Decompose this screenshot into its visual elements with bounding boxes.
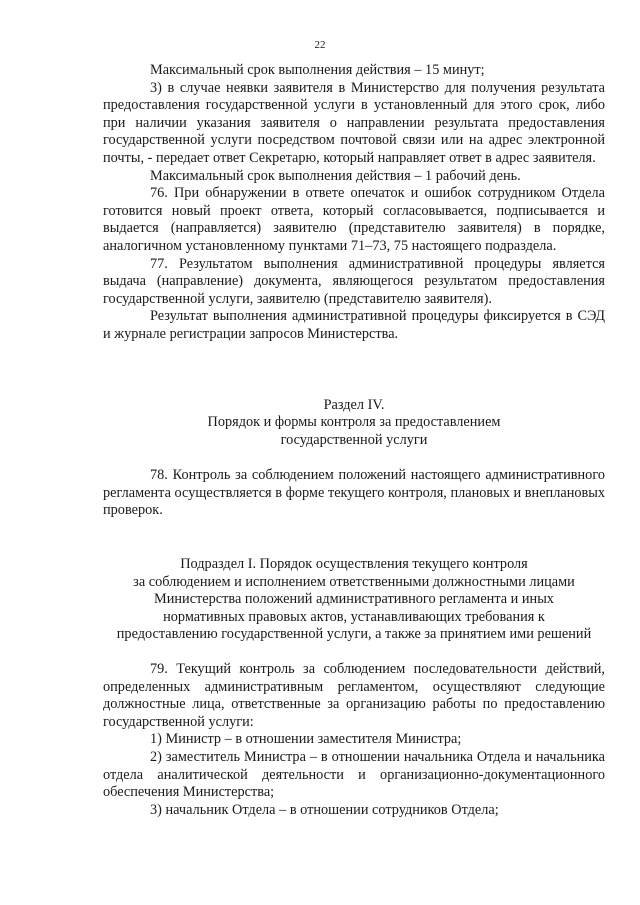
subsection-title-line: предоставлению государственной услуги, а также за принятием ими решений: [116, 626, 592, 643]
subsection-title: Подраздел I. Порядок осуществления текущего контроля: [180, 556, 528, 573]
list-item: 2) заместитель Министра – в отношении начальника Отдела и начальника отдела аналитической деятельности и организационно-документационного обеспечения Министерства;: [103, 749, 605, 801]
paragraph: 3) в случае неявки заявителя в Министерство для получения результата предоставления государственной услуги в установленный для этого срок, либо при наличии указания заявителя о направлении результата предоставления государственной услуги посредством почтовой связи или на адрес электронной почты, - передает ответ Секретарю, который направляет ответ в адрес заявителя.: [103, 79, 605, 166]
subsection-title-line: нормативных правовых актов, устанавливающих требования к: [163, 608, 545, 625]
subsection-heading: [103, 556, 605, 644]
paragraph: 78. Контроль за соблюдением положений настоящего административного регламента осуществляется в форме текущего контроля, плановых и внеплановых проверок.: [103, 467, 605, 519]
subsection-title-line: за соблюдением и исполнением ответственными должностными лицами: [133, 573, 575, 590]
paragraph: 77. Результатом выполнения административной процедуры является выдача (направление) документа, являющегося результатом предоставления государственной услуги, заявителю (представителю заявителя).: [103, 255, 605, 307]
document-body: [103, 62, 605, 819]
list-item: 3) начальник Отдела – в отношении сотрудников Отдела;: [150, 801, 499, 818]
section-title: Раздел IV.: [323, 396, 385, 413]
paragraph: Результат выполнения административной процедуры фиксируется в СЭД и журнале регистрации запросов Министерства.: [103, 308, 605, 342]
section-heading: [103, 397, 605, 450]
section-subtitle-line: Порядок и формы контроля за предоставлением: [207, 414, 501, 431]
page-number: 22: [314, 39, 326, 51]
paragraph: Максимальный срок выполнения действия – 1 рабочий день.: [150, 167, 521, 184]
list-item: 1) Министр – в отношении заместителя Министра;: [150, 731, 462, 748]
paragraph: Максимальный срок выполнения действия – 15 минут;: [150, 62, 485, 78]
paragraph: 76. При обнаружении в ответе опечаток и ошибок сотрудником Отдела готовится новый проект ответа, который согласовывается, подписывается и выдается (направляется) заявителю (представителю заявителя) в порядке, аналогичном установленному пунктами 71–73, 75 настоящего подраздела.: [103, 185, 605, 254]
subsection-title-line: Министерства положений административного регламента и иных: [154, 591, 554, 608]
section-subtitle-line: государственной услуги: [280, 431, 428, 448]
paragraph: 79. Текущий контроль за соблюдением последовательности действий, определенных административным регламентом, осуществляют следующие должностные лица, ответственные за организацию работы по предоставлению государственной услуги:: [103, 661, 605, 730]
